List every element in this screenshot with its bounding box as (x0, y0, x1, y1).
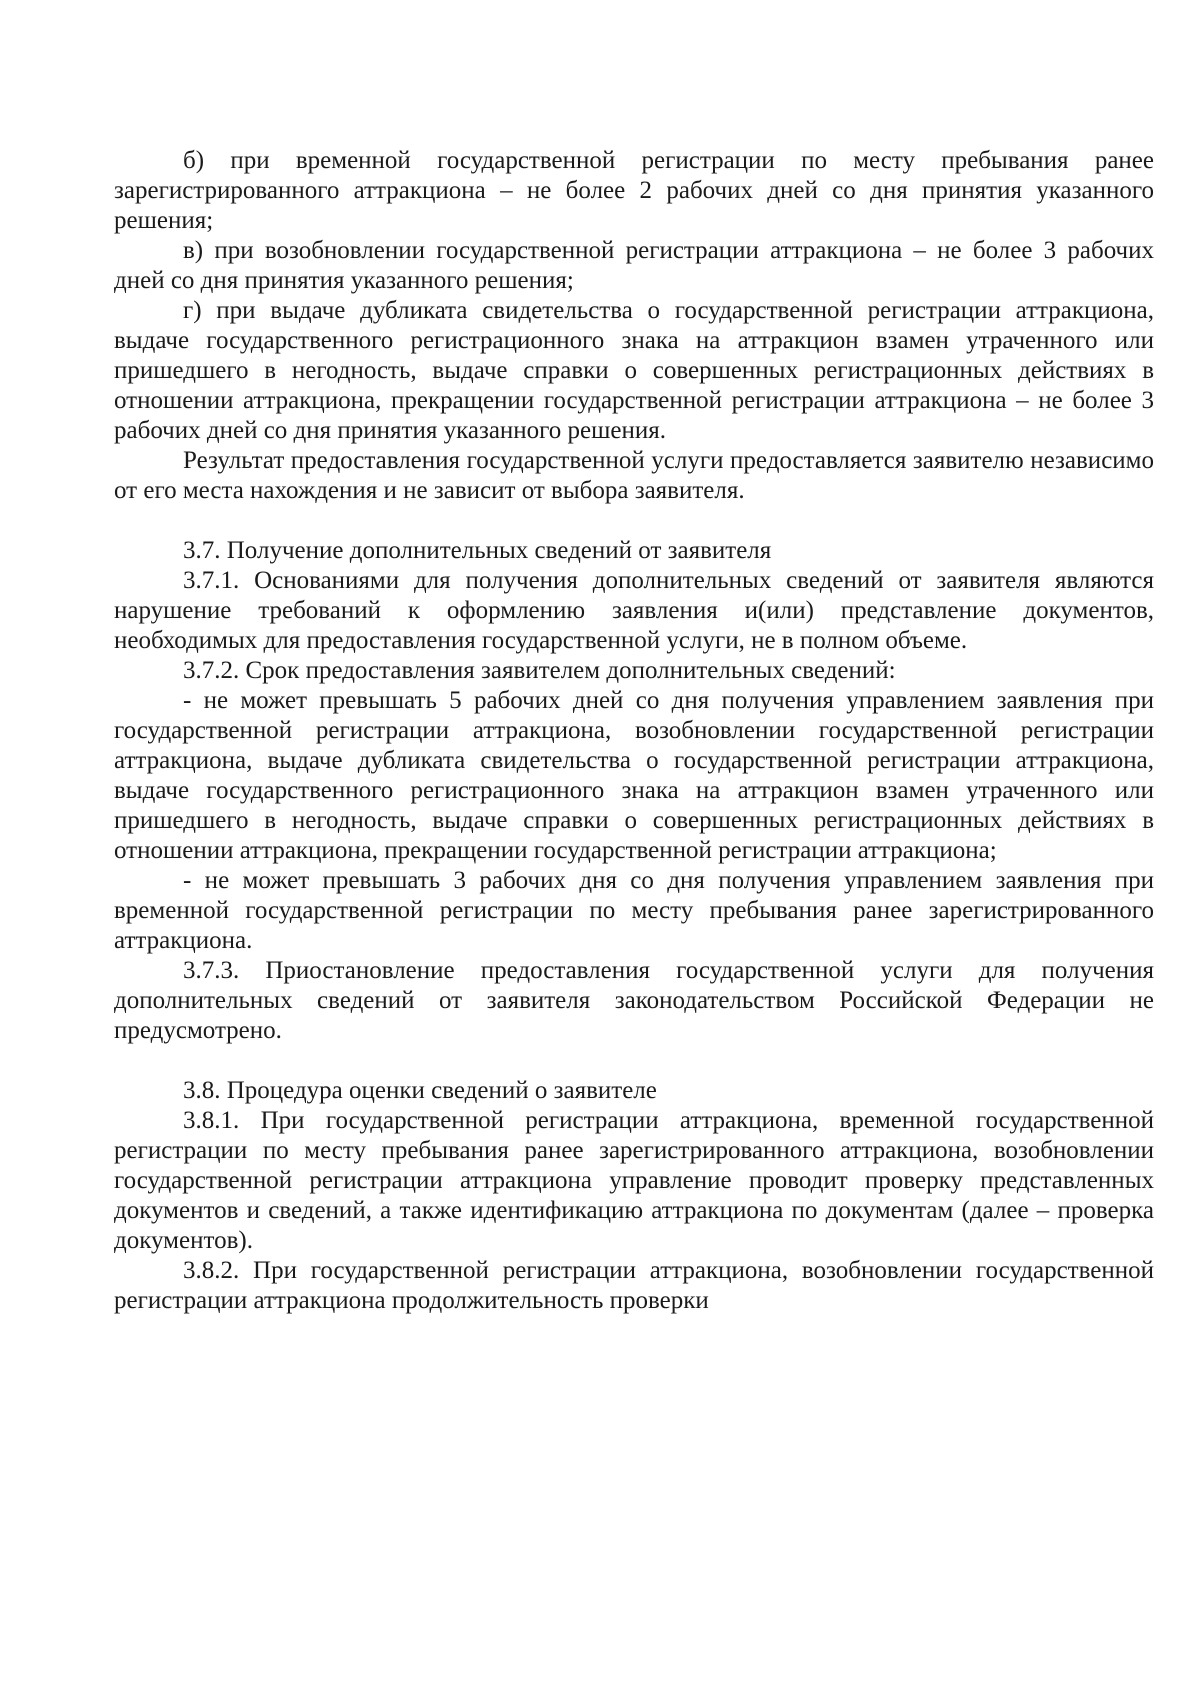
section-gap (114, 506, 1154, 536)
paragraph-v: в) при возобновлении государственной регистрации аттракциона – не более 3 рабочих дней со дня принятия указанного решения; (114, 237, 1154, 294)
paragraph-3-7-2-item-1: - не может превышать 5 рабочих дней со дня получения управлением заявления при государственной регистрации аттракциона, возобновлении государственной регистрации аттракциона, выдаче дубликата свидетельства о государственной регистрации аттракциона, выдаче государственного регистрационного знака на аттракцион взамен утраченного или пришедшего в негодность, выдаче справки о совершенных регистрационных действиях в отношении аттракциона, прекращении государственной регистрации аттракциона; (114, 687, 1154, 864)
document-body (114, 146, 1154, 1316)
paragraph-3-7-2: 3.7.2. Срок предоставления заявителем дополнительных сведений: (183, 657, 896, 684)
paragraph-g: г) при выдаче дубликата свидетельства о государственной регистрации аттракциона, выдаче государственного регистрационного знака на аттракцион взамен утраченного или пришедшего в негодность, выдаче справки о совершенных регистрационных действиях в отношении аттракциона, прекращении государственной регистрации аттракциона – не более 3 рабочих дней со дня принятия указанного решения. (114, 297, 1154, 444)
section-3-7-heading: 3.7. Получение дополнительных сведений от заявителя (183, 537, 772, 564)
paragraph-b: б) при временной государственной регистрации по месту пребывания ранее зарегистрированного аттракциона – не более 2 рабочих дней со дня принятия указанного решения; (114, 147, 1154, 234)
paragraph-result: Результат предоставления государственной услуги предоставляется заявителю независимо от его места нахождения и не зависит от выбора заявителя. (114, 447, 1154, 504)
section-3-8-heading: 3.8. Процедура оценки сведений о заявителе (183, 1077, 657, 1104)
paragraph-3-7-1: 3.7.1. Основаниями для получения дополнительных сведений от заявителя являются нарушение требований к оформлению заявления и(или) представление документов, необходимых для предоставления государственной услуги, не в полном объеме. (114, 567, 1154, 654)
paragraph-3-8-1: 3.8.1. При государственной регистрации аттракциона, временной государственной регистрации по месту пребывания ранее зарегистрированного аттракциона, возобновлении государственной регистрации аттракциона управление проводит проверку представленных документов и сведений, а также идентификацию аттракциона по документам (далее – проверка документов). (114, 1107, 1154, 1254)
paragraph-3-8-2: 3.8.2. При государственной регистрации аттракциона, возобновлении государственной регистрации аттракциона продолжительность проверки (114, 1257, 1154, 1314)
section-gap (114, 1046, 1154, 1076)
paragraph-3-7-3: 3.7.3. Приостановление предоставления государственной услуги для получения дополнительных сведений от заявителя законодательством Российской Федерации не предусмотрено. (114, 957, 1154, 1044)
paragraph-3-7-2-item-2: - не может превышать 3 рабочих дня со дня получения управлением заявления при временной государственной регистрации по месту пребывания ранее зарегистрированного аттракциона. (114, 867, 1154, 954)
